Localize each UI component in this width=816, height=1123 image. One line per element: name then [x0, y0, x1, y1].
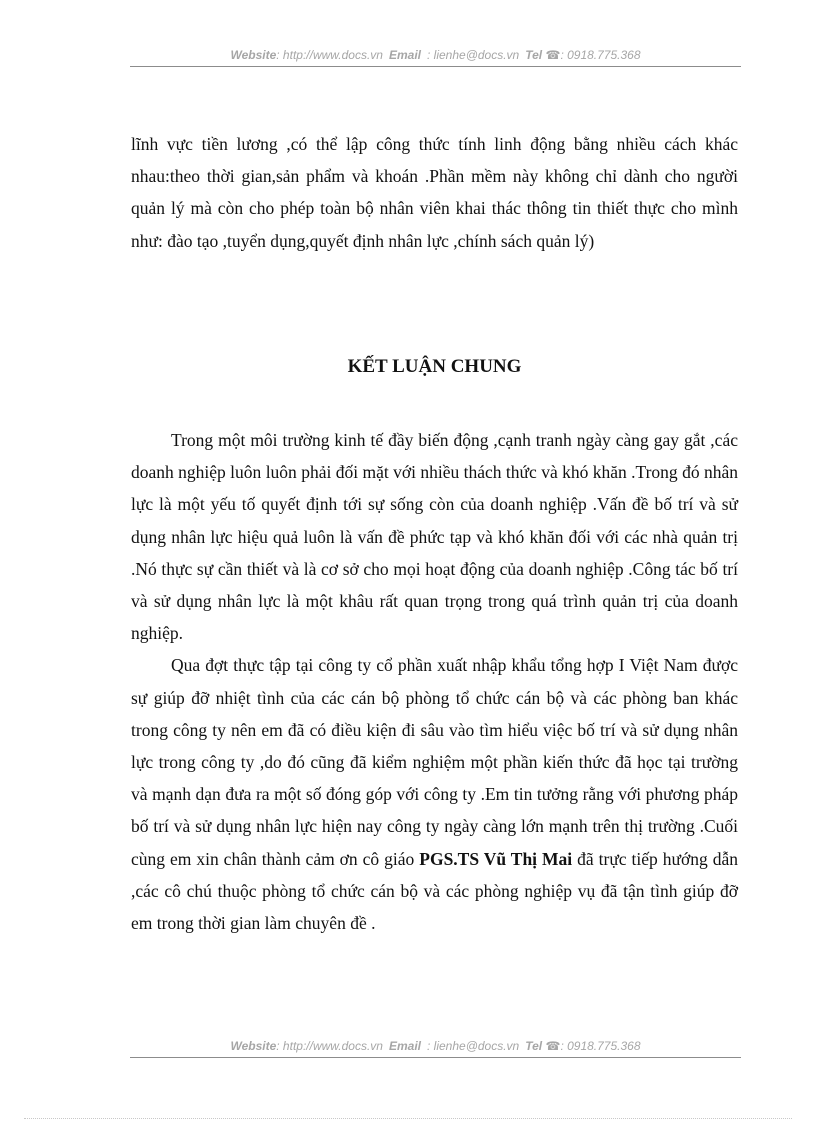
phone-icon: ☎	[545, 1039, 561, 1053]
header-tel-value: : 0918.775.368	[560, 48, 641, 62]
conclusion-paragraph-2	[131, 649, 738, 939]
footer-email-value[interactable]: : lienhe@docs.vn	[427, 1039, 520, 1053]
header-tel-label: Tel	[525, 48, 543, 62]
header-website-label: Website	[230, 48, 277, 62]
advisor-name: PGS.TS Vũ Thị Mai	[419, 848, 573, 869]
paragraph-2-before: Qua đợt thực tập tại công ty cổ phần xuất nhập khẩu tổng hợp I Việt Nam được sự giúp đỡ nhiệt tình của các cán bộ phòng tổ chức cán bộ và các phòng ban khác trong công ty nên em đã có điều kiện đi sâu vào tìm hiểu việc bố trí và sử dụng nhân lực trong công ty ,do đó cũng đã kiểm nghiệm một phần kiến thức đã học tại trường và mạnh dạn đưa ra một số đóng góp với công ty .Em tin tưởng rằng với phương pháp bố trí và sử dụng nhân lực hiện nay công ty ngày càng lớn mạnh trên thị trường .Cuối cùng em xin chân thành cảm ơn cô giáo	[131, 655, 738, 869]
footer-tel-label: Tel	[525, 1039, 543, 1053]
conclusion-title: KẾT LUẬN CHUNG	[347, 356, 522, 377]
header-email-value[interactable]: : lienhe@docs.vn	[427, 48, 520, 62]
phone-icon: ☎	[545, 48, 561, 62]
page-edge-rule	[24, 1118, 792, 1119]
intro-paragraph-block	[131, 128, 738, 257]
page-header	[130, 48, 741, 67]
footer-email-label: Email	[388, 1039, 421, 1053]
footer-website-value[interactable]: : http://www.docs.vn	[276, 1039, 383, 1053]
paragraph-2-after: đã trực tiếp hướng dẫn ,các cô chú thuộc phòng tổ chức cán bộ và các phòng nghiệp vụ đã tận tình giúp đỡ em trong thời gian làm chuyên đề .	[131, 848, 738, 934]
footer-website-label: Website	[230, 1039, 277, 1053]
conclusion-body	[131, 424, 738, 939]
header-website-value[interactable]: : http://www.docs.vn	[276, 48, 383, 62]
conclusion-paragraph-1: Trong một môi trường kinh tế đầy biến động ,cạnh tranh ngày càng gay gắt ,các doanh nghiệp luôn luôn phải đối mặt với nhiều thách thức và khó khăn .Trong đó nhân lực là một yếu tố quyết định tới sự sống còn của doanh nghiệp .Vấn đề bố trí và sử dụng nhân lực hiệu quả luôn là vấn đề phức tạp và khó khăn đối với các nhà quản trị .Nó thực sự cần thiết và là cơ sở cho mọi hoạt động của doanh nghiệp .Công tác bố trí và sử dụng nhân lực là một khâu rất quan trọng trong quá trình quản trị của doanh nghiệp.	[131, 430, 738, 644]
header-email-label: Email	[388, 48, 421, 62]
page-footer	[130, 1039, 741, 1058]
intro-paragraph: lĩnh vực tiền lương ,có thể lập công thức tính linh động bằng nhiều cách khác nhau:theo thời gian,sản phẩm và khoán .Phần mềm này không chỉ dành cho người quản lý mà còn cho phép toàn bộ nhân viên khai thác thông tin thiết thực cho mình như: đào tạo ,tuyển dụng,quyết định nhân lực ,chính sách quản lý)	[131, 134, 738, 251]
footer-tel-value: : 0918.775.368	[560, 1039, 641, 1053]
